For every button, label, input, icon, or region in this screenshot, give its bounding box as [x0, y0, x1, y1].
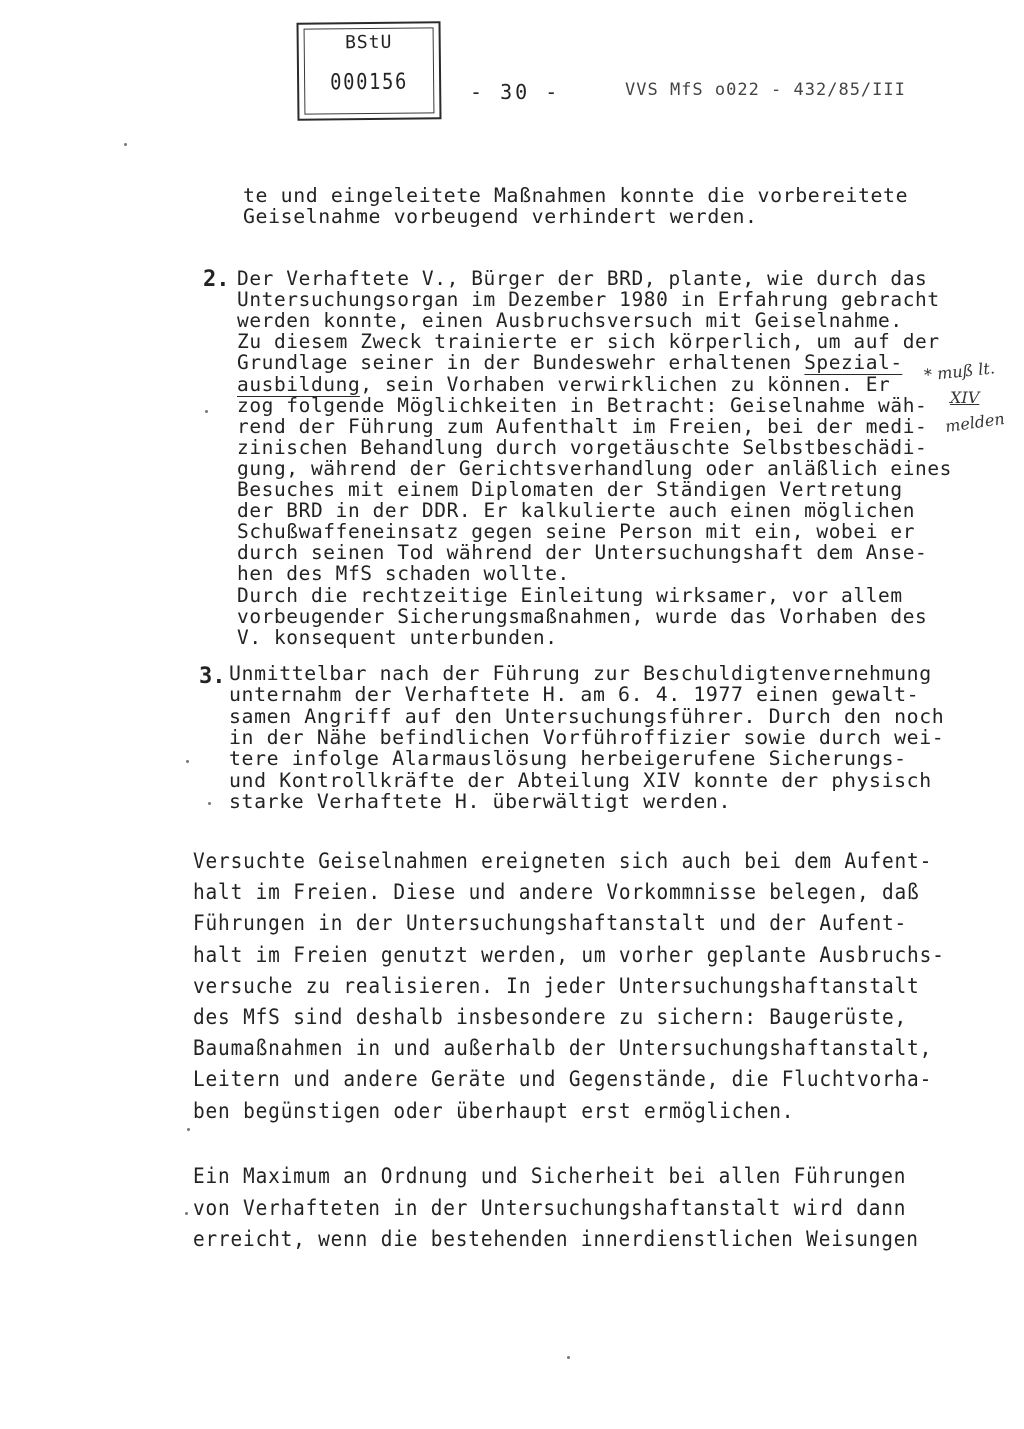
text-line: Besuches mit einem Diplomaten der Ständigen Vertretung	[237, 478, 903, 501]
text-line: werden konnte, einen Ausbruchsversuch mit Geiselnahme.	[237, 309, 903, 333]
text-line: Leitern und andere Geräte und Gegenstände, die Fluchtvorha-	[193, 1067, 933, 1092]
text-line: ben begünstigen oder überhaupt erst ermöglichen.	[193, 1098, 795, 1123]
scan-speck	[185, 1212, 188, 1215]
text-line: halt im Freien genutzt werden, um vorher geplante Ausbruchs-	[193, 942, 945, 967]
text-line: Führungen in der Untersuchungshaftanstalt und der Aufent-	[193, 911, 908, 936]
text-line: versuche zu realisieren. In jeder Untersuchungshaftanstalt	[193, 973, 920, 998]
scan-speck	[187, 1128, 190, 1131]
text-line: Der Verhaftete V., Bürger der BRD, plante, wie durch das	[237, 267, 928, 290]
text-line: und Kontrollkräfte der Abteilung XIV konnte der physisch	[229, 768, 932, 792]
scan-speck	[208, 802, 211, 805]
text-line: rend der Führung zum Aufenthalt im Freien, bei der medi-	[237, 414, 928, 438]
text-line: tere infolge Alarmauslösung herbeigerufene Sicherungs-	[229, 747, 907, 771]
underlined-word: ausbildung	[237, 372, 361, 396]
text-line: te und eingeleitete Maßnahmen konnte die vorbereitete	[243, 184, 909, 207]
text-line: Untersuchungsorgan im Dezember 1980 in Erfahrung gebracht	[237, 288, 940, 312]
text-line: halt im Freien. Diese und andere Vorkommnisse belegen, daß	[193, 880, 920, 905]
text-line: Grundlage seiner in der Bundeswehr erhaltenen Spezial-	[237, 351, 903, 375]
scan-speck	[186, 760, 189, 763]
scan-speck	[567, 1356, 570, 1359]
underlined-word: Spezial-	[804, 351, 903, 375]
text-line: vorbeugender Sicherungsmaßnahmen, wurde das Vorhaben des	[237, 604, 928, 628]
text-line: zog folgende Möglichkeiten in Betracht: Geiselnahme wäh-	[237, 393, 928, 417]
text-line: Ein Maximum an Ordnung und Sicherheit bei allen Führungen	[193, 1164, 907, 1188]
text-line: der BRD in der DDR. Er kalkulierte auch einen möglichen	[237, 499, 916, 523]
text-line: von Verhafteten in der Untersuchungshaftanstalt wird dann	[193, 1195, 907, 1220]
text-line: unternahm der Verhaftete H. am 6. 4. 1977 einen gewalt-	[229, 683, 920, 707]
margin-note-1: * muß lt.	[923, 358, 996, 385]
text-line: erreicht, wenn die bestehenden innerdienstlichen Weisungen	[193, 1227, 919, 1251]
stamp-number: 000156	[330, 69, 409, 96]
text-line: in der Nähe befindlichen Vorführoffizier sowie durch wei-	[229, 725, 945, 749]
text-line: ausbildung, sein Vorhaben verwirklichen zu können. Er	[237, 372, 891, 396]
margin-note-3: melden	[943, 408, 1006, 437]
text-line: durch seinen Tod während der Untersuchungshaft dem Anse-	[237, 541, 928, 565]
item-2-label: 2.	[203, 267, 230, 292]
page-number: - 30 -	[470, 80, 561, 104]
text-line: hen des MfS schaden wollte.	[237, 562, 570, 586]
archive-stamp	[296, 21, 441, 121]
text-line: samen Angriff auf den Untersuchungsführer. Durch den noch	[229, 704, 945, 728]
scan-speck	[124, 143, 127, 146]
stamp-org: BStU	[344, 31, 393, 54]
text-line: gung, während der Gerichtsverhandlung oder anläßlich eines	[237, 456, 953, 480]
text-line: Zu diesem Zweck trainierte er sich körperlich, um auf der	[237, 330, 940, 354]
document-reference: VVS MfS o022 - 432/85/III	[625, 80, 906, 100]
margin-note-2: XIV	[950, 388, 980, 407]
text-line: des MfS sind deshalb insbesondere zu sichern: Baugerüste,	[193, 1005, 908, 1029]
text-line: Baumaßnahmen in und außerhalb der Untersuchungshaftanstalt,	[193, 1036, 933, 1061]
text-line: Durch die rechtzeitige Einleitung wirksamer, vor allem	[237, 583, 903, 607]
text-line: V. konsequent unterbunden.	[237, 625, 558, 649]
text-line: starke Verhaftete H. überwältigt werden.	[229, 789, 732, 813]
text-line: Geiselnahme vorbeugend verhindert werden.	[243, 205, 758, 228]
scan-speck	[205, 410, 208, 413]
text-line: Schußwaffeneinsatz gegen seine Person mit ein, wobei er	[237, 520, 916, 544]
item-3-label: 3.	[199, 664, 226, 689]
text-line: Unmittelbar nach der Führung zur Beschuldigtenvernehmung	[229, 662, 932, 685]
text-line: Versuchte Geiselnahmen ereigneten sich auch bei dem Aufent-	[193, 849, 933, 873]
text-line: zinischen Behandlung durch vorgetäuschte Selbstbeschädi-	[237, 435, 928, 459]
